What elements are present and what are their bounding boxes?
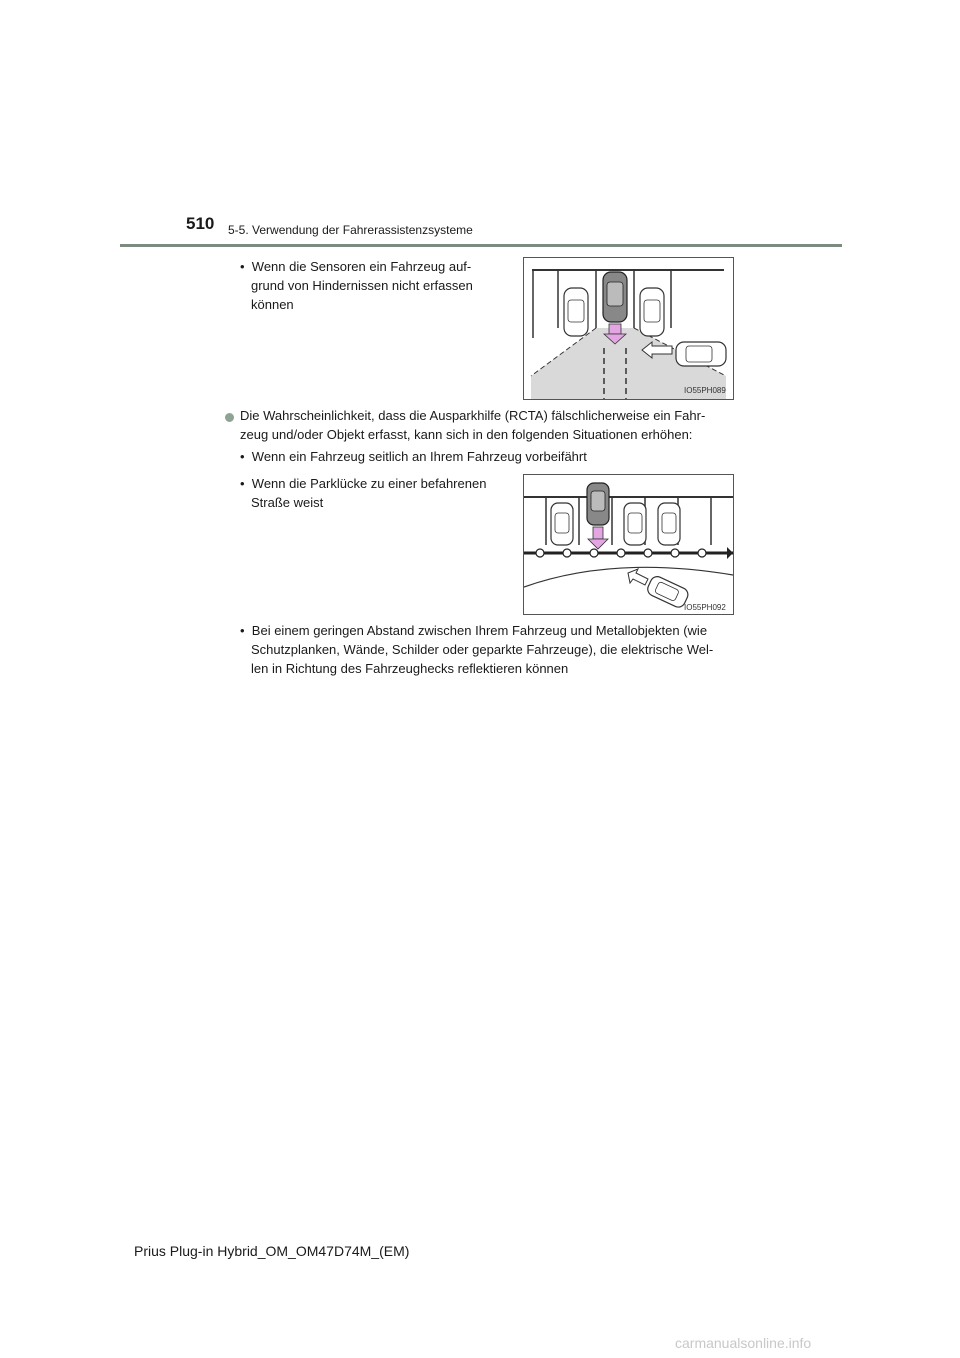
main-bullet-line1: Die Wahrscheinlichkeit, dass die Ausparkhilfe (RCTA) fälschlicherweise ein Fahr- xyxy=(240,408,706,423)
bullet-item-1 xyxy=(240,257,504,314)
bullet-marker: • xyxy=(240,259,245,274)
figure-busy-road-svg xyxy=(524,475,733,614)
bullet-item-1-line3: können xyxy=(251,297,294,312)
section-title: 5-5. Verwendung der Fahrerassistenzsysteme xyxy=(228,223,473,237)
figure-sensor-obstruction-svg xyxy=(524,258,733,399)
figure-busy-road xyxy=(523,474,734,615)
bullet-marker: • xyxy=(240,623,245,638)
bullet-item-3-line1: • Wenn die Parklücke zu einer befahrenen xyxy=(240,476,487,491)
bullet-item-4-line3: len in Richtung des Fahrzeughecks reflektieren können xyxy=(251,661,569,676)
bullet-marker: • xyxy=(240,476,245,491)
figure-code-1: IO55PH089 xyxy=(684,386,726,395)
figure-sensor-obstruction xyxy=(523,257,734,400)
main-bullet-line2: zeug und/oder Objekt erfasst, kann sich in den folgenden Situationen erhöhen: xyxy=(240,427,693,442)
bullet-item-2-text: Wenn ein Fahrzeug seitlich an Ihrem Fahrzeug vorbeifährt xyxy=(251,449,587,464)
page-number: 510 xyxy=(186,214,215,233)
bullet-item-4 xyxy=(240,621,742,678)
figure-code-2: IO55PH092 xyxy=(684,603,726,612)
footer-manual-id: Prius Plug-in Hybrid_OM_OM47D74M_(EM) xyxy=(134,1243,410,1259)
bullet-item-3-line2: Straße weist xyxy=(251,495,324,510)
bullet-item-1-line2: grund von Hindernissen nicht erfassen xyxy=(251,278,473,293)
watermark: carmanualsonline.info xyxy=(675,1335,812,1351)
bullet-item-2 xyxy=(240,447,742,466)
bullet-item-4-line2: Schutzplanken, Wände, Schilder oder geparkte Fahrzeuge), die elektrische Wel- xyxy=(251,642,714,657)
main-bullet-text xyxy=(240,406,742,444)
bullet-marker: • xyxy=(240,449,245,464)
bullet-item-4-line1: • Bei einem geringen Abstand zwischen Ihrem Fahrzeug und Metallobjekten (wie xyxy=(240,623,708,638)
bullet-item-3 xyxy=(240,474,504,512)
header-rule xyxy=(120,244,842,247)
bullet-item-1-line1: • Wenn die Sensoren ein Fahrzeug auf- xyxy=(240,259,472,274)
green-bullet-dot xyxy=(225,413,234,422)
